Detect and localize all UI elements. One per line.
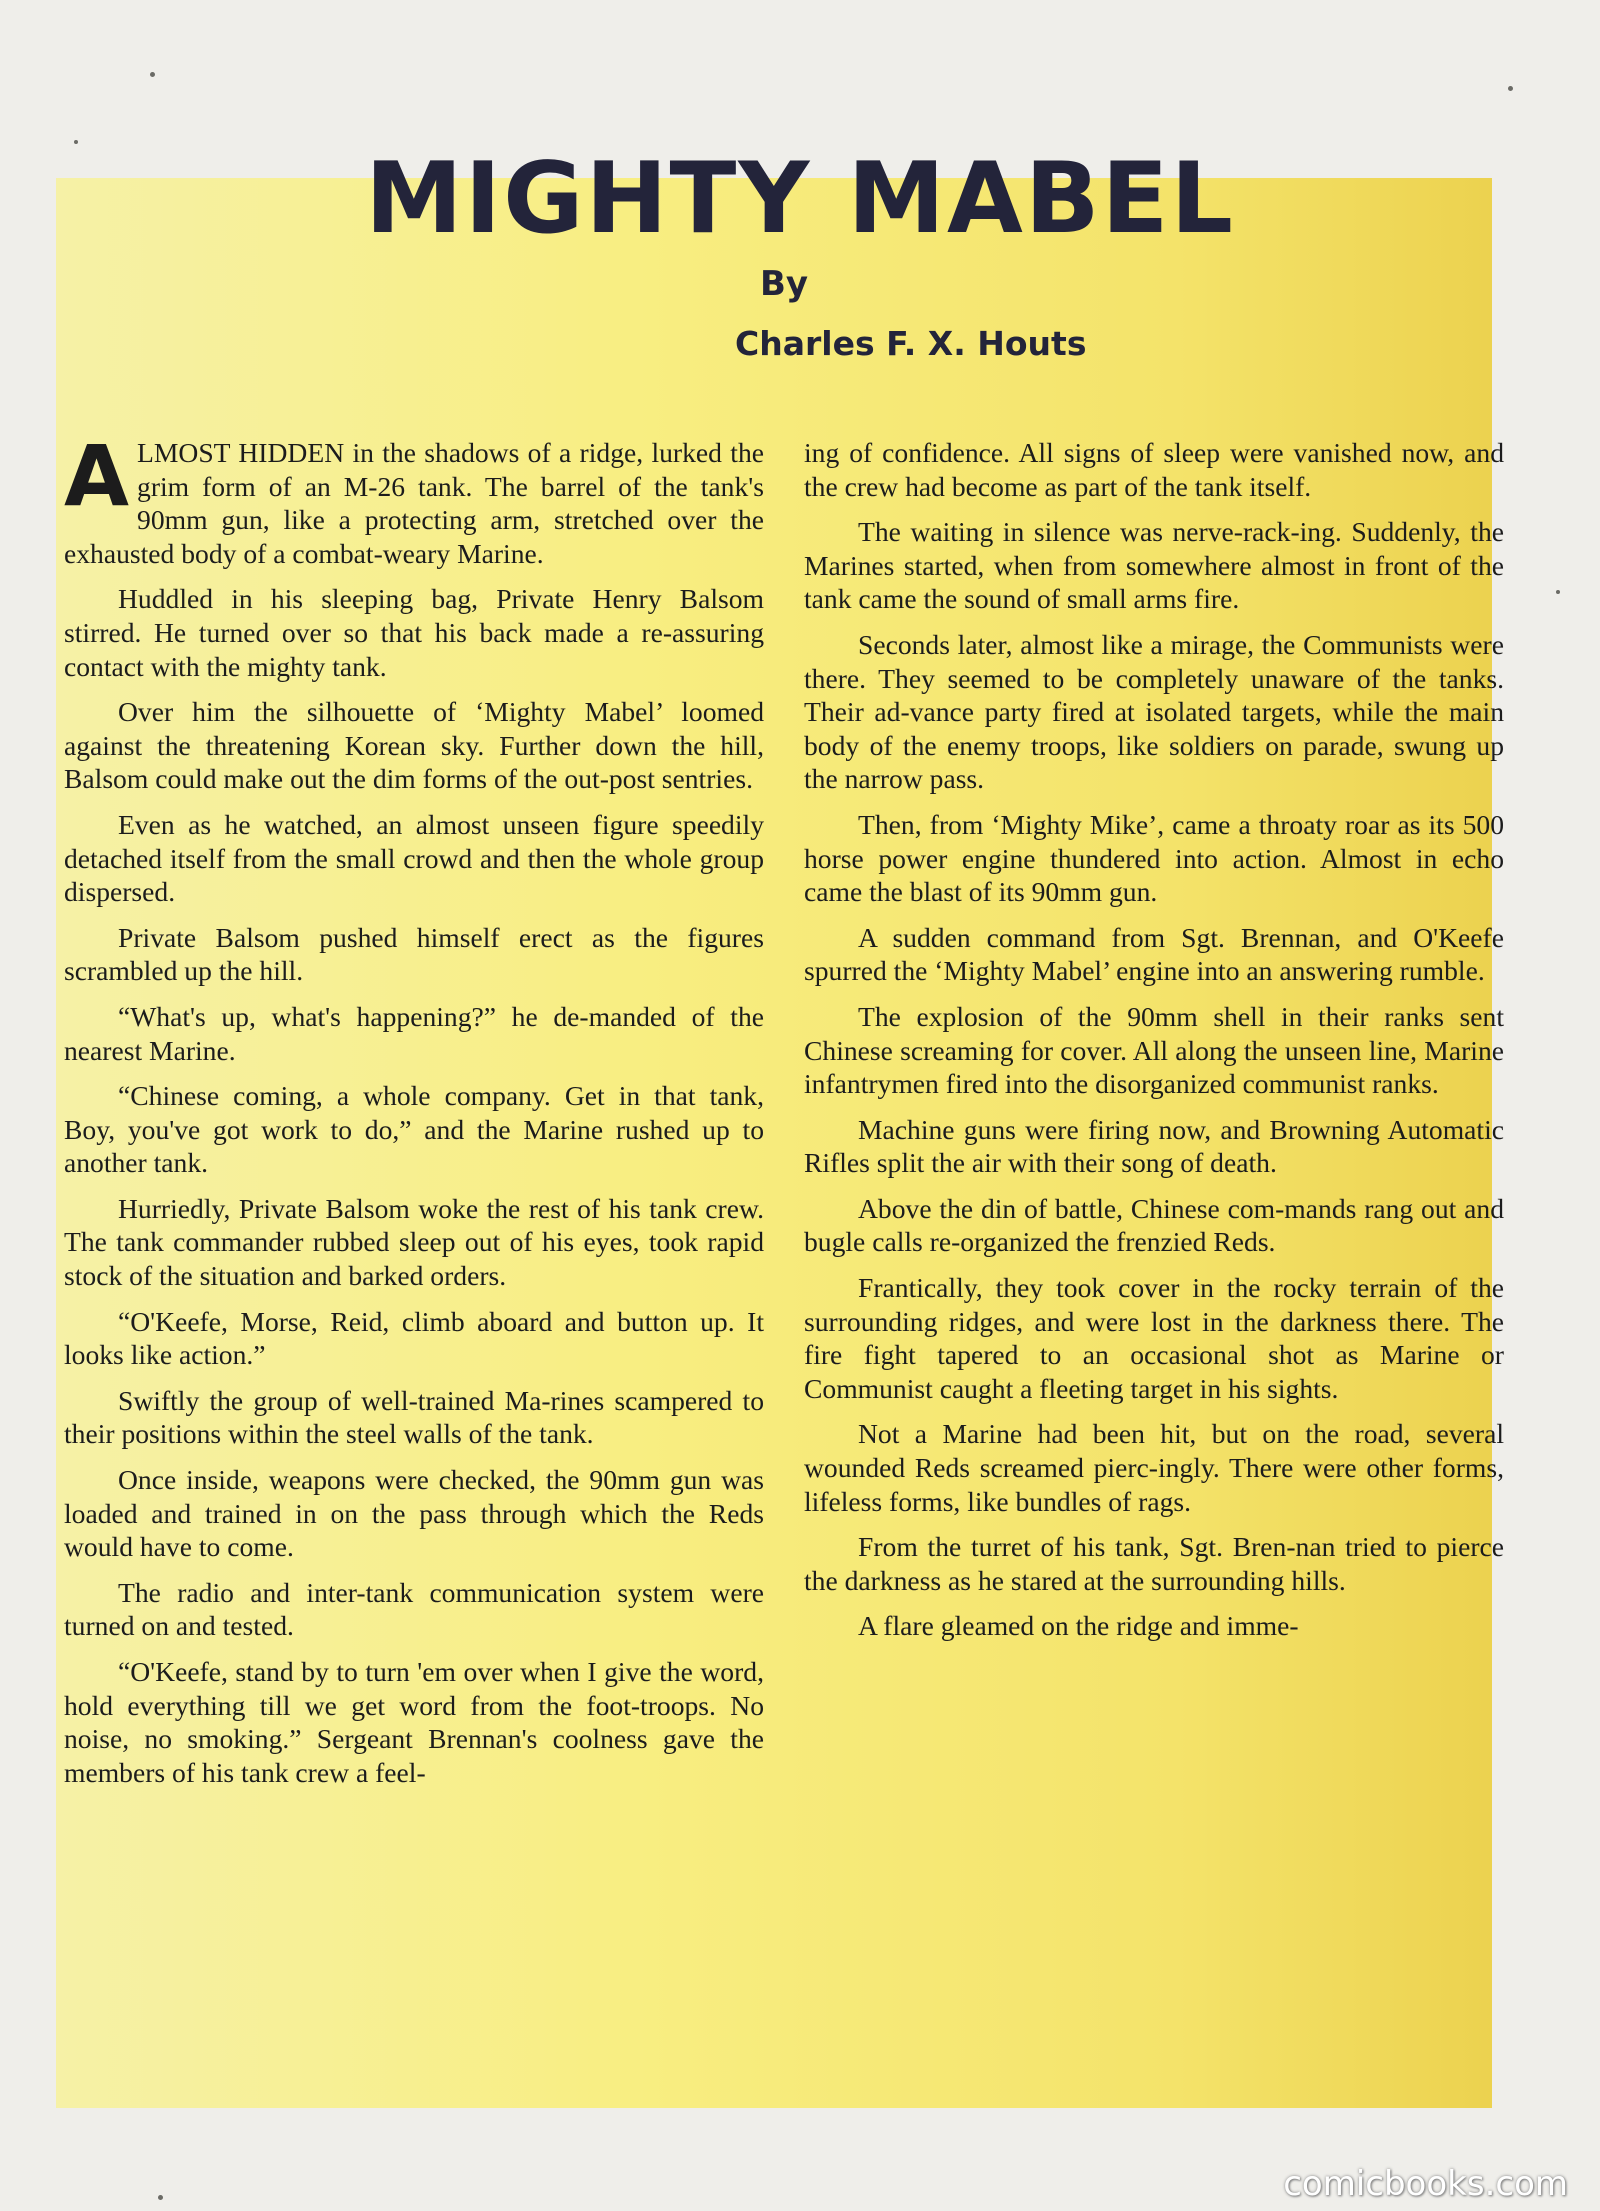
paragraph: The explosion of the 90mm shell in their ranks sent Chinese screaming for cover. All along the unseen line, Marine infantrymen fired into the disorganized communist ranks. [804,1000,1504,1100]
paragraph: Frantically, they took cover in the rocky terrain of the surrounding ridges, and were lost in the darkness there. The fire fight tapered to an occasional shot as Marine or Communist caught a fleeting target in his sights. [804,1272,1504,1404]
paper-speck [1508,86,1513,91]
paper-speck [158,2195,163,2200]
paragraph: From the turret of his tank, Sgt. Bren-nan tried to pierce the darkness as he stared at the surrounding hills. [804,1531,1504,1596]
right-column [804,436,1504,1655]
paragraph: “Chinese coming, a whole company. Get in that tank, Boy, you've got work to do,” and the Marine rushed up to another tank. [64,1080,764,1179]
paragraph: Even as he watched, an almost unseen figure speedily detached itself from the small crowd and then the whole group dispersed. [64,808,764,908]
paragraph: The waiting in silence was nerve-rack-ing. Suddenly, the Marines started, when from somewhere almost in front of the tank came the sound of small arms fire. [804,516,1504,615]
byline: By [760,264,809,304]
paragraph: A flare gleamed on the ridge and imme- [858,1610,1299,1642]
author-name: Charles F. X. Houts [735,324,1087,363]
paragraph: The radio and inter-tank communication system were turned on and tested. [64,1576,764,1642]
paper-speck [150,72,155,77]
paragraph: Hurriedly, Private Balsom woke the rest of his tank crew. The tank commander rubbed sleep out of his eyes, took rapid stock of the situation and barked orders. [64,1192,764,1292]
paragraph: “O'Keefe, stand by to turn 'em over when I give the word, hold everything till we get word from the foot-troops. No noise, no smoking.” Sergeant Brennan's coolness gave the members of his tank crew a feel- [64,1656,764,1788]
paper-speck [74,140,78,144]
paragraph: Private Balsom pushed himself erect as the figures scrambled up the hill. [64,921,764,987]
paragraph: “O'Keefe, Morse, Reid, climb aboard and button up. It looks like action.” [64,1305,764,1371]
paragraph: A sudden command from Sgt. Brennan, and O'Keefe spurred the ‘Mighty Mabel’ engine into an answering rumble. [804,921,1504,987]
paragraph: Swiftly the group of well-trained Ma-rines scampered to their positions within the steel walls of the tank. [64,1384,764,1450]
paper-speck [1556,590,1560,594]
paragraph: Huddled in his sleeping bag, Private Henry Balsom stirred. He turned over so that his back made a re-assuring contact with the mighty tank. [64,583,764,682]
paragraph: Then, from ‘Mighty Mike’, came a throaty roar as its 500 horse power engine thundered into action. Almost in echo came the blast of its 90mm gun. [804,808,1504,908]
article-title: MIGHTY MABEL [365,142,1235,256]
paragraph: Above the din of battle, Chinese com-mands rang out and bugle calls re-organized the frenzied Reds. [804,1192,1504,1258]
left-column [64,427,764,1801]
paragraph: Not a Marine had been hit, but on the road, several wounded Reds screamed pierc-ingly. There were other forms, lifeless forms, like bundles of rags. [804,1418,1504,1517]
paragraph: “What's up, what's happening?” he de-manded of the nearest Marine. [64,1000,764,1066]
watermark: comicbooks.com [1283,2164,1568,2204]
paragraph: Over him the silhouette of ‘Mighty Mabel’ loomed against the threatening Korean sky. Further down the hill, Balsom could make out the dim forms of the out-post sentries. [64,696,764,795]
paragraph: Machine guns were firing now, and Browning Automatic Rifles split the air with their song of death. [804,1113,1504,1179]
paragraph: Once inside, weapons were checked, the 90mm gun was loaded and trained in on the pass through which the Reds would have to come. [64,1464,764,1563]
paragraph: ALMOST HIDDEN in the shadows of a ridge, lurked the grim form of an M-26 tank. The barrel of the tank's 90mm gun, like a protecting arm, stretched over the exhausted body of a combat-weary Marine. [64,427,764,569]
paragraph: ing of confidence. All signs of sleep were vanished now, and the crew had become as part of the tank itself. [804,437,1504,502]
paragraph: Seconds later, almost like a mirage, the Communists were there. They seemed to be completely unaware of the tanks. Their ad-vance party fired at isolated targets, while the main body of the enemy troops, like soldiers on parade, swung up the narrow pass. [804,628,1504,795]
